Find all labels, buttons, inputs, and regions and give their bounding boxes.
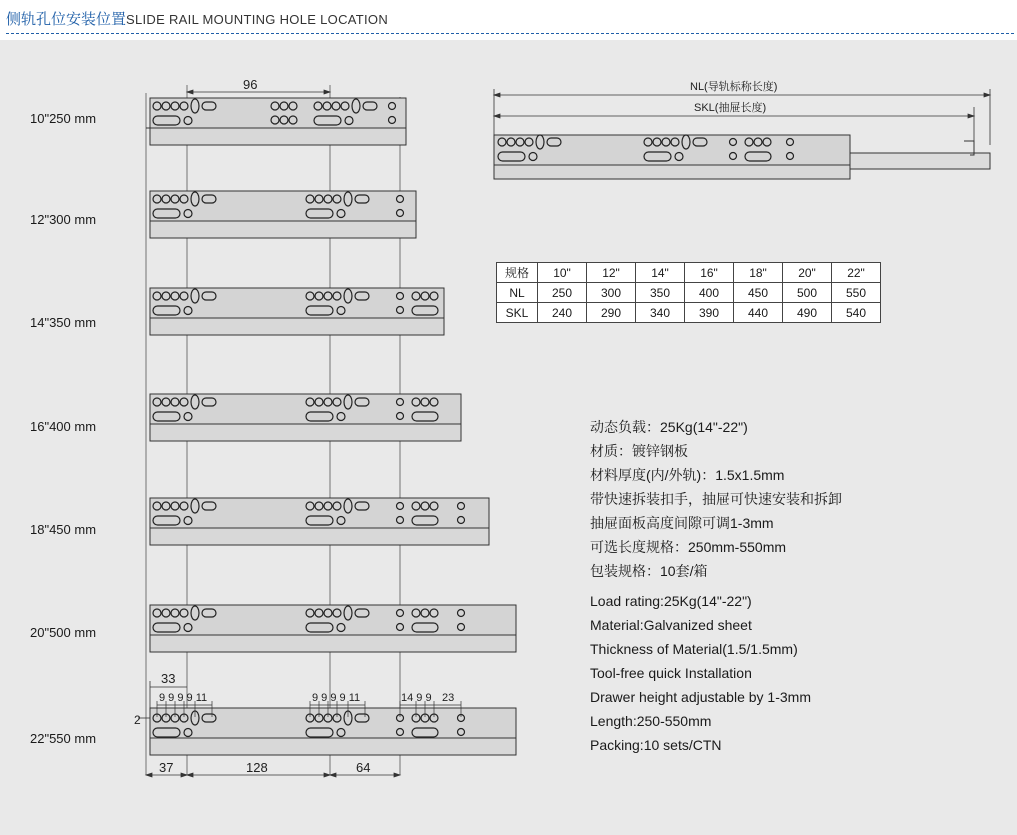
- table-row: [497, 283, 881, 303]
- dim-64-label: 64: [356, 760, 371, 775]
- dim-33-label: 33: [161, 671, 176, 686]
- table-cell: 490: [783, 303, 832, 323]
- rail-label-20: 20"500 mm: [30, 625, 97, 640]
- nl-label: NL(导轨标称长度): [690, 81, 778, 93]
- spec-cn-line: 材料厚度(内/外轨)：1.5x1.5mm: [590, 467, 785, 483]
- spec-en-line: Tool-free quick Installation: [590, 665, 752, 681]
- rail-label-10: 10"250 mm: [30, 111, 97, 126]
- spec-table: [496, 262, 881, 323]
- table-cell: 规格: [497, 263, 538, 283]
- dim-96-label: 96: [243, 77, 258, 92]
- spec-en-line: Drawer height adjustable by 1-3mm: [590, 689, 811, 705]
- small-dim-23-label: 23: [442, 692, 455, 704]
- small-dims-left-label: 9 9 9 9 11: [159, 692, 208, 704]
- spec-en-line: Thickness of Material(1.5/1.5mm): [590, 641, 798, 657]
- rail-12: [150, 191, 416, 238]
- spec-en-line: Packing:10 sets/CTN: [590, 737, 722, 753]
- header-divider: [6, 33, 1014, 34]
- table-cell: 22": [832, 263, 881, 283]
- rail-drawings: [0, 45, 1017, 835]
- dim-128-label: 128: [246, 760, 268, 775]
- table-cell: 550: [832, 283, 881, 303]
- table-cell: 300: [587, 283, 636, 303]
- spec-en-line: Load rating:25Kg(14"-22"): [590, 593, 752, 609]
- spec-cn-line: 材质：镀锌钢板: [590, 443, 688, 459]
- table-cell: 400: [685, 283, 734, 303]
- rail-10: [146, 98, 406, 145]
- specs-cn: [590, 415, 842, 583]
- rail-18: [150, 498, 489, 545]
- small-dims-mid-label: 9 9 9 9 11: [312, 692, 361, 704]
- dim-2-label: 2: [134, 713, 141, 727]
- spec-en-line: Material:Galvanized sheet: [590, 617, 752, 633]
- header: [0, 0, 1017, 40]
- spec-cn-line: 可选长度规格：250mm-550mm: [590, 539, 787, 555]
- rail-label-18: 18"450 mm: [30, 522, 97, 537]
- table-cell: 440: [734, 303, 783, 323]
- dim-96: [187, 90, 330, 94]
- table-row: [497, 263, 881, 283]
- side-view: [494, 79, 990, 179]
- page-title-en: SLIDE RAIL MOUNTING HOLE LOCATION: [126, 12, 389, 27]
- table-cell: 240: [538, 303, 587, 323]
- small-dims-right-label: 14 9 9: [401, 692, 432, 704]
- table-cell: 390: [685, 303, 734, 323]
- spec-en-line: Length:250-550mm: [590, 713, 712, 729]
- table-cell: 10": [538, 263, 587, 283]
- rail-14: [150, 288, 444, 335]
- table-cell: 290: [587, 303, 636, 323]
- table-cell: NL: [497, 283, 538, 303]
- rail-16: [150, 394, 461, 441]
- dim-37-label: 37: [159, 760, 174, 775]
- table-cell: 16": [685, 263, 734, 283]
- table-cell: 18": [734, 263, 783, 283]
- rail-label-12: 12"300 mm: [30, 212, 97, 227]
- table-row: [497, 303, 881, 323]
- page-title: [6, 8, 388, 29]
- rail-label-16: 16"400 mm: [30, 419, 97, 434]
- spec-cn-line: 带快速拆装扣手，抽屉可快速安装和拆卸: [590, 491, 842, 507]
- table-cell: SKL: [497, 303, 538, 323]
- skl-label: SKL(抽屉长度): [694, 102, 767, 114]
- spec-cn-line: 动态负载：25Kg(14"-22"): [590, 419, 748, 435]
- table-cell: 450: [734, 283, 783, 303]
- table-cell: 12": [587, 263, 636, 283]
- page-title-cn: 侧轨孔位安装位置: [6, 11, 127, 28]
- table-cell: 14": [636, 263, 685, 283]
- table-cell: 350: [636, 283, 685, 303]
- spec-cn-line: 包装规格：10套/箱: [590, 563, 708, 579]
- drawing-area: [0, 45, 1017, 835]
- spec-cn-line: 抽屉面板高度间隙可调1-3mm: [590, 515, 774, 531]
- table-cell: 500: [783, 283, 832, 303]
- rail-label-14: 14"350 mm: [30, 315, 97, 330]
- table-cell: 20": [783, 263, 832, 283]
- table-cell: 540: [832, 303, 881, 323]
- rail-label-22: 22"550 mm: [30, 731, 97, 746]
- specs-en: [590, 589, 811, 757]
- table-cell: 250: [538, 283, 587, 303]
- table-cell: 340: [636, 303, 685, 323]
- rail-20: [150, 605, 516, 652]
